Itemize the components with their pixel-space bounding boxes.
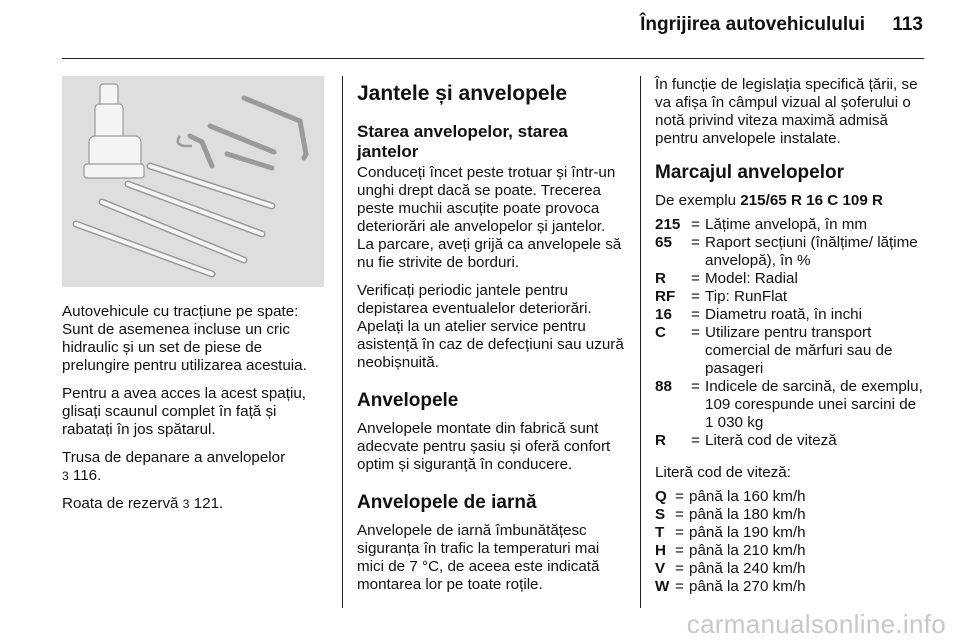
- speed-key: S: [655, 506, 666, 523]
- table-row: [655, 432, 925, 450]
- spare-wheel-ref: 121.: [193, 495, 224, 512]
- tire-repair-kit-text: Trusa de depanare a anvelopelor: [62, 449, 286, 466]
- speed-key: T: [655, 524, 665, 541]
- speed-key: H: [655, 542, 666, 559]
- speed-key: Q: [655, 488, 667, 505]
- tire-condition-paragraph-2: Verificați periodic jantele pentru depistarea eventualelor deteriorări. Apelați la un atelier service pentru asistență în caz de defecțiuni sau uzură neobișnuită.: [357, 282, 624, 371]
- tire-repair-kit-ref: 116.: [72, 467, 102, 484]
- marking-desc: Diametru roată, în inchi: [705, 306, 863, 323]
- speed-eq: =: [675, 506, 684, 523]
- marking-eq: =: [691, 216, 700, 233]
- speed-limit-note: În funcție de legislația specifică țării, se va afișa în câmpul vizual al șoferului o notă privind viteza maximă admisă pentru anvelopele instalate.: [655, 76, 918, 147]
- tire-condition-heading: Starea anvelopelor, starea jantelor: [357, 122, 568, 161]
- tire-markings-table: [655, 216, 925, 450]
- watermark: carmanualsonline.info: [686, 609, 946, 639]
- speed-eq: =: [675, 578, 684, 595]
- left-column: [62, 303, 328, 523]
- marking-eq: =: [691, 234, 700, 251]
- marking-desc: Model: Radial: [705, 270, 798, 287]
- speed-key: V: [655, 560, 666, 577]
- example-label: De exemplu: [655, 192, 737, 209]
- speed-eq: =: [675, 524, 684, 541]
- tire-marking-example: [655, 192, 925, 210]
- tires-paragraph: Anvelopele montate din fabrică sunt adecvate pentru șasiu și oferă confort optim și siguranță în conducere.: [357, 420, 611, 473]
- speed-desc: până la 160 km/h: [689, 488, 806, 505]
- marking-key: 215: [655, 216, 681, 233]
- marking-eq: =: [691, 270, 700, 287]
- speed-codes-table: [655, 488, 925, 596]
- speed-desc: până la 210 km/h: [689, 542, 806, 559]
- marking-key: R: [655, 270, 666, 287]
- winter-tires-heading: Anvelopele de iarnă: [357, 492, 537, 513]
- table-row: [655, 524, 925, 542]
- speed-eq: =: [675, 488, 684, 505]
- table-row: [655, 560, 925, 578]
- tire-markings-heading: Marcajul anvelopelor: [655, 162, 845, 183]
- reference-arrow-icon: 3: [62, 469, 69, 483]
- left-paragraph-1: Autovehicule cu tracțiune pe spate: Sunt de asemenea incluse un cric hidraulic și un set de piese de prelungire pentru utilizarea acestuia.: [62, 303, 307, 374]
- speed-desc: până la 190 km/h: [689, 524, 806, 541]
- marking-desc: Lățime anvelopă, în mm: [705, 216, 868, 233]
- table-row: [655, 306, 925, 324]
- speed-key: W: [655, 578, 670, 595]
- marking-desc: Raport secțiuni (înălțime/ lățime anvelopă), în %: [705, 234, 918, 269]
- speed-eq: =: [675, 560, 684, 577]
- table-row: [655, 324, 925, 378]
- speed-eq: =: [675, 542, 684, 559]
- table-row: [655, 578, 925, 596]
- left-paragraph-3: [62, 449, 328, 485]
- marking-key: RF: [655, 288, 676, 305]
- marking-eq: =: [691, 288, 700, 305]
- marking-key: 16: [655, 306, 672, 323]
- table-row: [655, 488, 925, 506]
- header-rule: [62, 58, 924, 59]
- winter-tires-paragraph: Anvelopele de iarnă îmbunătățesc siguranța în trafic la temperaturi mai mici de 7 °C, de aceea este indicată montarea lor pe toate roțile.: [357, 522, 600, 593]
- section-title: Jantele și anvelopele: [357, 82, 568, 105]
- marking-desc: Indicele de sarcină, de exemplu, 109 corespunde unei sarcini de 1 030 kg: [705, 378, 923, 431]
- left-paragraph-2: Pentru a avea acces la acest spațiu, glisați scaunul complet în față și rabatați în jos spătarul.: [62, 385, 306, 438]
- marking-desc: Tip: RunFlat: [705, 288, 788, 305]
- extension-bars-icon: [76, 166, 272, 274]
- tool-kit-illustration: [62, 76, 324, 287]
- example-value: 215/65 R 16 C 109 R: [740, 192, 883, 209]
- marking-key: 88: [655, 378, 672, 395]
- lug-wrench-icon: [244, 98, 306, 158]
- marking-key: C: [655, 324, 666, 341]
- table-row: [655, 506, 925, 524]
- reference-arrow-icon: 3: [182, 497, 190, 511]
- table-row: [655, 288, 925, 306]
- right-column: [655, 76, 925, 604]
- speed-desc: până la 180 km/h: [689, 506, 806, 523]
- table-row: [655, 542, 925, 560]
- marking-key: 65: [655, 234, 672, 251]
- left-paragraph-4: [62, 495, 328, 513]
- speed-desc: până la 270 km/h: [689, 578, 806, 595]
- spare-wheel-text: Roata de rezervă: [62, 495, 179, 512]
- marking-eq: =: [691, 432, 700, 449]
- tool-kit-icon: [62, 76, 324, 287]
- marking-key: R: [655, 432, 666, 449]
- tire-condition-paragraph-1: Conduceți încet peste trotuar și într-un unghi drept dacă se poate. Trecerea peste muchii ascuțite poate provoca deteriorări ale anvelopelor și jantelor. La parcare, aveți grijă ca anvelopele să nu fie strivite de borduri.: [357, 164, 622, 271]
- table-row: [655, 270, 925, 288]
- table-row: [655, 378, 925, 432]
- jack-icon: [84, 84, 144, 178]
- marking-eq: =: [691, 378, 700, 395]
- speed-code-label: Literă cod de viteză:: [655, 464, 791, 481]
- marking-eq: =: [691, 306, 700, 323]
- marking-desc: Utilizare pentru transport comercial de mărfuri sau de pasageri: [705, 324, 893, 377]
- column-divider-2: [640, 76, 641, 608]
- header-title: Îngrijirea autovehiculului: [640, 14, 865, 35]
- marking-eq: =: [691, 324, 700, 341]
- table-row: [655, 234, 925, 270]
- speed-desc: până la 240 km/h: [689, 560, 806, 577]
- tires-heading: Anvelopele: [357, 390, 459, 411]
- marking-desc: Literă cod de viteză: [705, 432, 837, 449]
- middle-column: [357, 76, 626, 604]
- page-number: 113: [892, 14, 923, 35]
- wrench-bar-icon: [190, 126, 274, 168]
- table-row: [655, 216, 925, 234]
- column-divider-1: [342, 76, 343, 608]
